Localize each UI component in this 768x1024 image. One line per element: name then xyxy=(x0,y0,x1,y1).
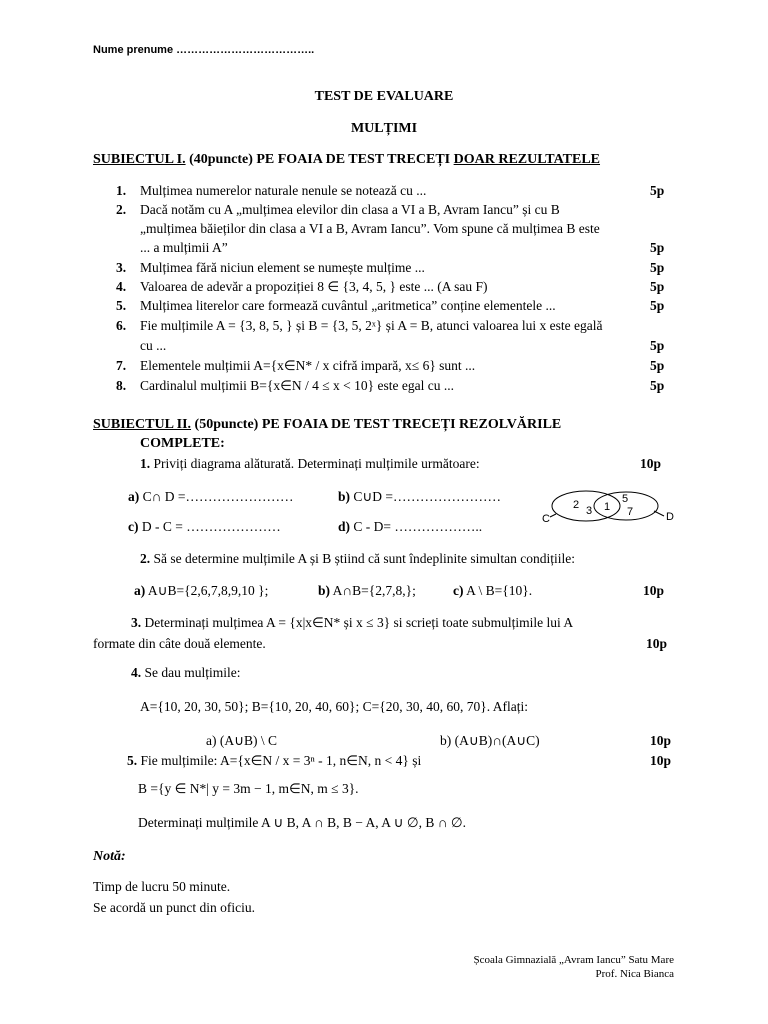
label-c-pointer xyxy=(550,514,556,517)
name-line: Nume prenume ……………………………….. xyxy=(93,44,315,56)
page-subtitle: MULȚIMI xyxy=(350,121,418,136)
subject-2-heading-line2: COMPLETE: xyxy=(140,436,225,451)
subject-1-emphasis: DOAR REZULTATELE xyxy=(453,152,601,167)
item-text: Valoarea de adevăr a propoziției 8 ∈ {3, 4, 5, } este ... (A sau F) xyxy=(140,279,488,294)
problem-number: 3. xyxy=(131,615,142,630)
item-number: 7. xyxy=(116,358,127,373)
problem-4a: a) (A∪B) \ C xyxy=(206,733,277,748)
problem-1c: c) D - C = ………………… xyxy=(128,519,281,534)
item-number: 1. xyxy=(116,183,127,198)
problem-2a: a) A∪B={2,6,7,8,9,10 }; xyxy=(134,583,269,598)
problem-number: 4. xyxy=(131,665,142,680)
problem-1 xyxy=(140,456,480,472)
item-points: 5p xyxy=(650,240,665,255)
item-text: Mulțimea numerelor naturale nenule se notează cu ... xyxy=(140,183,427,198)
venn-element: 5 xyxy=(622,493,629,505)
page-title: TEST DE EVALUARE xyxy=(314,89,454,104)
item-text: Mulțimea fără niciun element se numește mulțime ... xyxy=(140,260,425,275)
venn-element: 3 xyxy=(586,505,593,517)
problem-2c-text: A \ B={10}. xyxy=(466,583,533,598)
problem-2a-text: A∪B={2,6,7,8,9,10 }; xyxy=(147,583,269,598)
problem-2b-text: A∩B={2,7,8,}; xyxy=(332,583,416,598)
item-points: 5p xyxy=(650,279,665,294)
item-text: cu ... xyxy=(140,338,167,353)
problem-4-text: Se dau mulțimile: xyxy=(141,665,241,680)
label-d-pointer xyxy=(654,511,664,516)
item-points: 5p xyxy=(650,378,665,393)
venn-label-d: D xyxy=(666,511,674,523)
problem-1c-text: D - C = ………………… xyxy=(138,519,281,534)
problem-5-determine: Determinați mulțimile A ∪ B, A ∩ B, B − A, A ∪ ∅, B ∩ ∅. xyxy=(138,815,467,830)
problem-5-text: Fie mulțimile: A={x∈N / x = 3ⁿ - 1, n∈N, n < 4} și xyxy=(137,753,422,768)
problem-1d-text: C - D= ……………….. xyxy=(350,519,483,534)
venn-diagram xyxy=(540,484,700,534)
problem-2-text: Să se determine mulțimile A și B știind că sunt îndeplinite simultan condițiile: xyxy=(150,551,575,566)
item-text: „mulțimea băieților din clasa a VI a B, Avram Iancu”. Vom spune că mulțimea B este xyxy=(140,221,600,236)
problem-2-points: 10p xyxy=(643,583,665,598)
subject-1-heading xyxy=(93,152,600,168)
problem-3-points: 10p xyxy=(646,636,668,651)
item-number: 8. xyxy=(116,378,127,393)
problem-1b-text: C∪D =…………………… xyxy=(350,489,502,504)
problem-4-sets: A={10, 20, 30, 50}; B={10, 20, 40, 60}; C={20, 30, 40, 60, 70}. Aflați: xyxy=(140,699,528,714)
item-points: 5p xyxy=(650,358,665,373)
problem-2 xyxy=(140,551,575,567)
subject-1-instruction: (40puncte) PE FOAIA DE TEST TRECEȚI xyxy=(185,152,454,167)
problem-1-points: 10p xyxy=(640,456,662,471)
venn-element: 1 xyxy=(604,501,611,513)
problem-1b: b) C∪D =…………………… xyxy=(338,489,502,504)
item-text: Mulțimea literelor care formează cuvântul „aritmetica” conține elementele ... xyxy=(140,298,556,313)
problem-4b: b) (A∪B)∩(A∪C) xyxy=(440,733,540,748)
item-points: 5p xyxy=(650,338,665,353)
problem-1a-text: C∩ D =…………………… xyxy=(139,489,294,504)
item-points: 5p xyxy=(650,260,665,275)
venn-element: 2 xyxy=(573,499,580,511)
problem-5 xyxy=(127,753,421,769)
venn-element: 7 xyxy=(627,506,634,518)
item-number: 5. xyxy=(116,298,127,313)
item-points: 5p xyxy=(650,183,665,198)
problem-4-points: 10p xyxy=(650,733,672,748)
subject-1-label: SUBIECTUL I. xyxy=(93,152,186,167)
item-points: 5p xyxy=(650,298,665,313)
item-number: 2. xyxy=(116,202,127,217)
problem-number: 1. xyxy=(140,456,151,471)
footer-teacher: Prof. Nica Bianca xyxy=(595,968,674,980)
problem-2b: b) A∩B={2,7,8,}; xyxy=(318,583,416,598)
footer-school: Școala Gimnazială „Avram Iancu” Satu Mare xyxy=(473,954,674,966)
problem-3-line1 xyxy=(131,615,573,631)
problem-number: 2. xyxy=(140,551,151,566)
problem-4 xyxy=(131,665,241,681)
item-text: ... a mulțimii A” xyxy=(140,240,228,255)
problem-3-text: Determinați mulțimea A = {x|x∈N* și x ≤ 3} si scrieți toate submulțimile lui A xyxy=(141,615,574,630)
note-label: Notă: xyxy=(93,849,126,864)
note-time: Timp de lucru 50 minute. xyxy=(93,879,231,894)
problem-3-line2: formate din câte două elemente. xyxy=(93,636,266,651)
item-number: 4. xyxy=(116,279,127,294)
item-text: Elementele mulțimii A={x∈N* / x cifră impară, x≤ 6} sunt ... xyxy=(140,358,476,373)
problem-5-set-b: B ={y ∈ N*| y = 3m − 1, m∈N, m ≤ 3}. xyxy=(138,781,359,796)
note-bonus: Se acordă un punct din oficiu. xyxy=(93,900,255,915)
item-number: 3. xyxy=(116,260,127,275)
subject-2-instruction: (50puncte) PE FOAIA DE TEST TRECEȚI REZOLVĂRILE xyxy=(191,417,562,432)
problem-1d: d) C - D= ……………….. xyxy=(338,519,483,534)
subject-2-label: SUBIECTUL II. xyxy=(93,417,192,432)
venn-label-c: C xyxy=(542,513,550,525)
item-text: Fie mulțimile A = {3, 8, 5, } și B = {3, 5, 2ˣ} și A = B, atunci valoarea lui x este egală xyxy=(140,318,603,333)
problem-1a: a) C∩ D =…………………… xyxy=(128,489,294,504)
subject-2-heading xyxy=(93,417,561,433)
problem-5-points: 10p xyxy=(650,753,672,768)
item-text: Dacă notăm cu A „mulțimea elevilor din clasa a VI a B, Avram Iancu” și cu B xyxy=(140,202,560,217)
problem-1-text: Priviți diagrama alăturată. Determinați mulțimile următoare: xyxy=(150,456,480,471)
problem-2c: c) A \ B={10}. xyxy=(453,583,533,598)
item-number: 6. xyxy=(116,318,127,333)
problem-number: 5. xyxy=(127,753,138,768)
item-text: Cardinalul mulțimii B={x∈N / 4 ≤ x < 10} este egal cu ... xyxy=(140,378,454,393)
